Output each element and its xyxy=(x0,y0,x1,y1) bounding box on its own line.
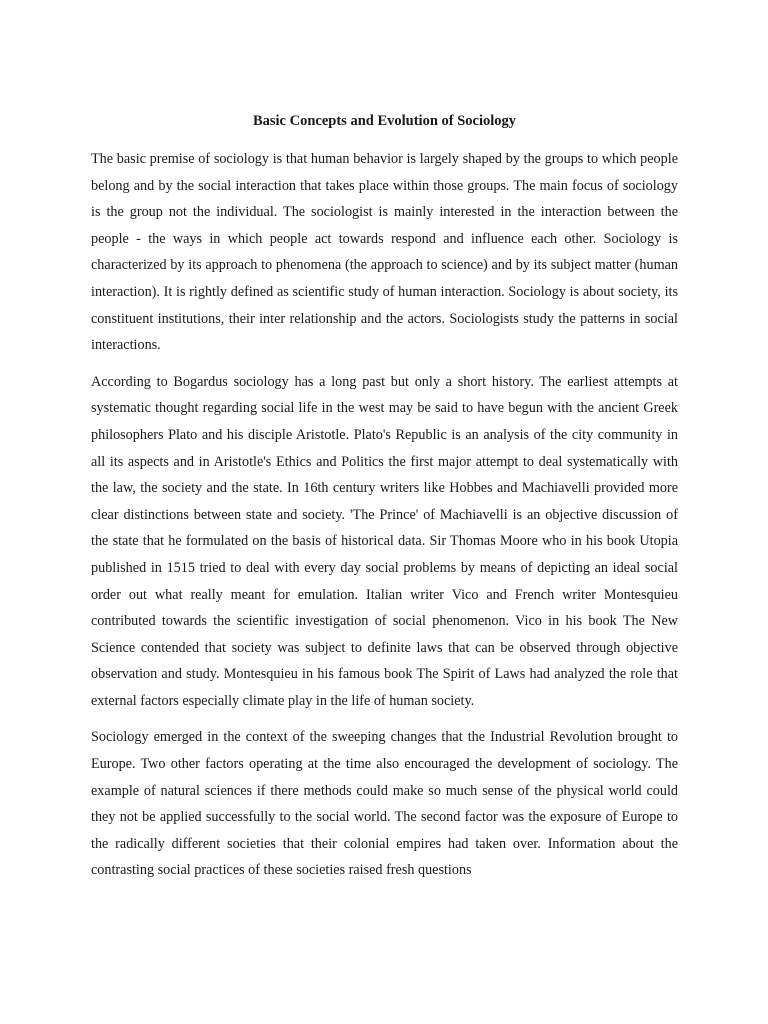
document-title: Basic Concepts and Evolution of Sociology xyxy=(252,113,517,129)
paragraph-3: Sociology emerged in the context of the sweeping changes that the Industrial Revolution brought to Europe. Two other factors operating at the time also encouraged the development of sociology. The example of natural sciences if there methods could make so much sense of the physical world could they not be applied successfully to the social world. The second factor was the exposure of Europe to the radically different societies that their colonial empires had taken over. Information about the contrasting social practices of these societies raised fresh questions xyxy=(91,729,678,879)
document-content xyxy=(91,108,678,894)
paragraph-1: The basic premise of sociology is that human behavior is largely shaped by the groups to which people belong and by the social interaction that takes place within those groups. The main focus of sociology is the group not the individual. The sociologist is mainly interested in the interaction between the people - the ways in which people act towards respond and influence each other. Sociology is characterized by its approach to phenomena (the approach to science) and by its subject matter (human interaction). It is rightly defined as scientific study of human interaction. Sociology is about society, its constituent institutions, their inter relationship and the actors. Sociologists study the patterns in social interactions. xyxy=(91,151,678,354)
paragraph-2: According to Bogardus sociology has a long past but only a short history. The earliest attempts at systematic thought regarding social life in the west may be said to have begun with the ancient Greek philosophers Plato and his disciple Aristotle. Plato's Republic is an analysis of the city community in all its aspects and in Aristotle's Ethics and Politics the first major attempt to deal systematically with the law, the society and the state. In 16th century writers like Hobbes and Machiavelli provided more clear distinctions between state and society. 'The Prince' of Machiavelli is an objective discussion of the state that he formulated on the basis of historical data. Sir Thomas Moore who in his book Utopia published in 1515 tried to deal with every day social problems by means of depicting an ideal social order out what really meant for emulation. Italian writer Vico and French writer Montesquieu contributed towards the scientific investigation of social phenomenon. Vico in his book The New Science contended that society was subject to definite laws that can be observed through objective observation and study. Montesquieu in his famous book The Spirit of Laws had analyzed the role that external factors especially climate play in the life of human society. xyxy=(91,373,678,709)
